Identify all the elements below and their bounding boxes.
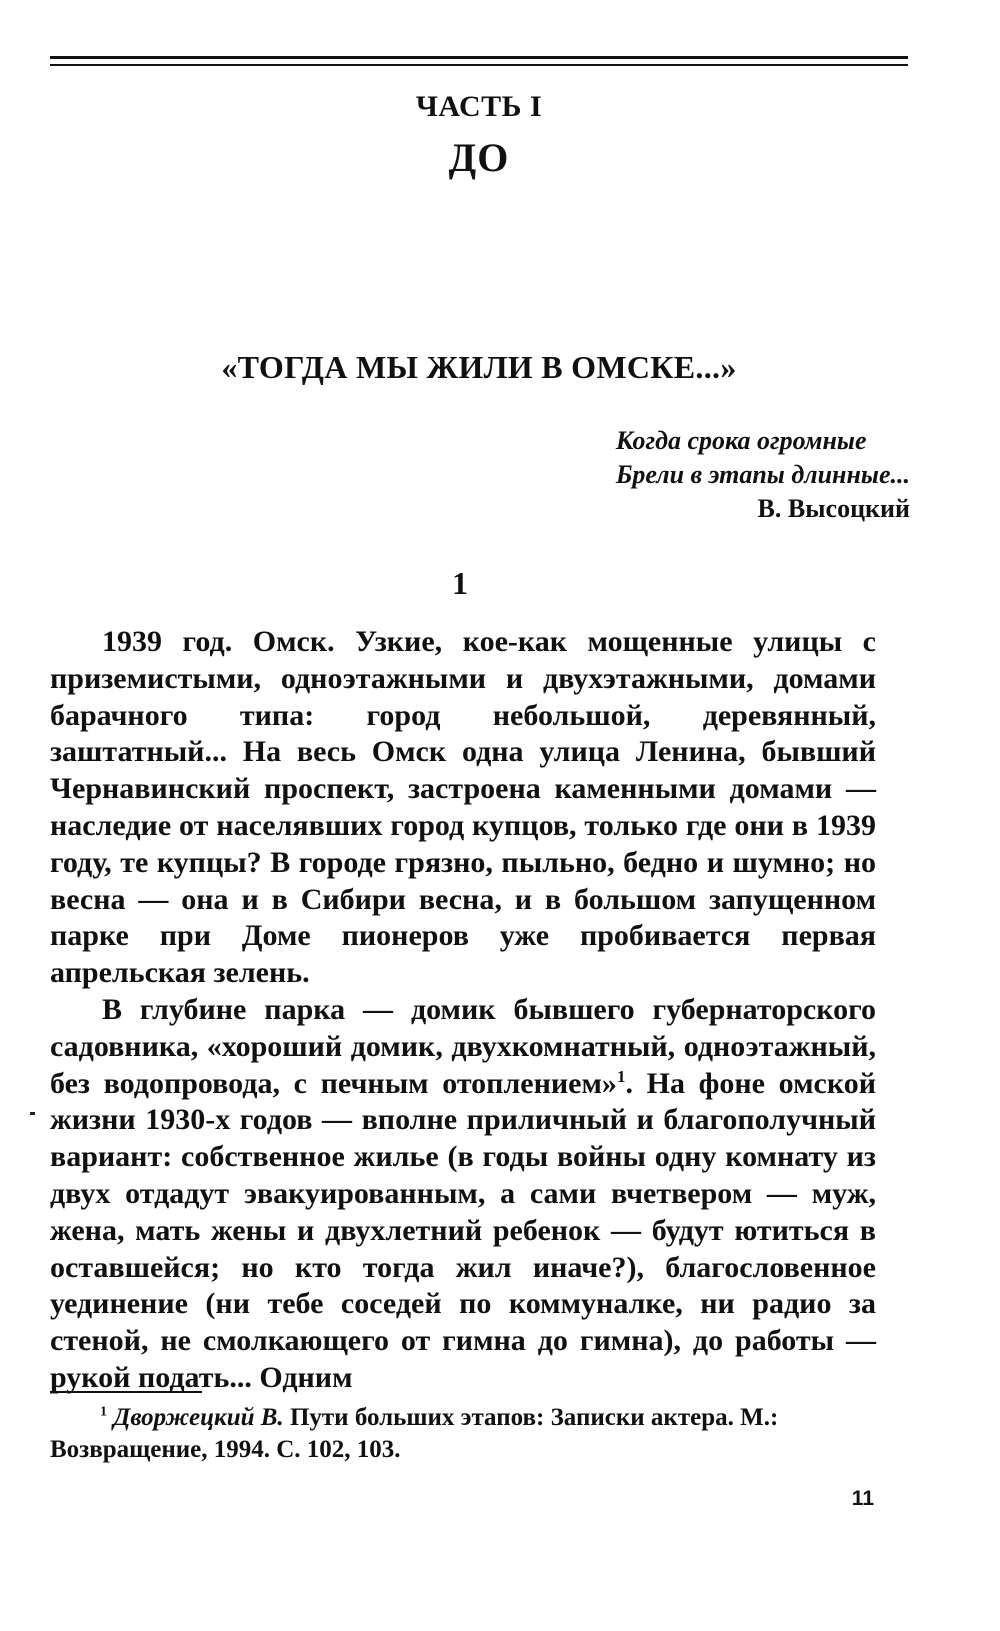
footnote-reference[interactable]: 1 <box>616 1066 626 1086</box>
epigraph <box>616 424 910 526</box>
footnote-author: Дворжецкий В. <box>113 1404 284 1431</box>
epigraph-author: В. Высоцкий <box>757 494 910 523</box>
section-number: 1 <box>452 565 468 601</box>
page-number: 11 <box>851 1487 874 1510</box>
chapter-title: «ТОГДА МЫ ЖИЛИ В ОМСКЕ...» <box>221 349 737 385</box>
header-rule-bottom <box>50 64 908 66</box>
body-text <box>50 624 876 1397</box>
paragraph: 1939 год. Омск. Узкие, кое-как мощенные улицы с приземистыми, одноэтажными и двухэтажными, домами барачного типа: город небольшой, деревянный, заштатный... На весь Омск одна улица Ленина, бывший Чернавинский проспект, застроена каменными домами — наследие от населявших город купцов, только где они в 1939 году, те купцы? В городе грязно, пыльно, бедно и шумно; но весна — она и в Сибири весна, и в большом запущенном парке при Доме пионеров уже пробивается первая апрельская зелень. <box>50 625 876 990</box>
part-label: ЧАСТЬ I <box>415 90 543 123</box>
epigraph-line: Брели в этапы длинные... <box>615 460 910 489</box>
paragraph-text: . На фоне омской жизни 1930-х годов — вполне приличный и благополучный вариант: собственное жилье (в годы войны одну комнату из двух отдадут эвакуированным, а сами вчетвером — муж, жена, мать жены и двухлетний ребенок — будут ютиться в оставшейся; но кто тогда жил иначе?), благословенное уединение (ни тебе соседей по коммуналке, ни радио за стеной, не смолкающего от гимна до гимна), до работы — рукой подать... Одним <box>50 1066 876 1394</box>
footnote-text: Пути больших этапов: Записки актера. М.: Возвращение, 1994. С. 102, 103. <box>50 1404 779 1463</box>
footnote-separator <box>50 1391 202 1393</box>
part-title: ДО <box>448 135 510 180</box>
epigraph-line: Когда срока огромные <box>615 426 867 455</box>
paragraph-text: В глубине парка — домик бывшего губернаторского садовника, «хороший домик, двухкомнатный, одноэтажный, без водопровода, с печным отоплением» <box>50 992 876 1100</box>
header-rule-top <box>50 56 908 59</box>
paragraph <box>50 992 876 1397</box>
footnote-mark: 1 <box>100 1404 107 1420</box>
margin-mark <box>30 1112 35 1115</box>
footnote <box>50 1402 876 1466</box>
